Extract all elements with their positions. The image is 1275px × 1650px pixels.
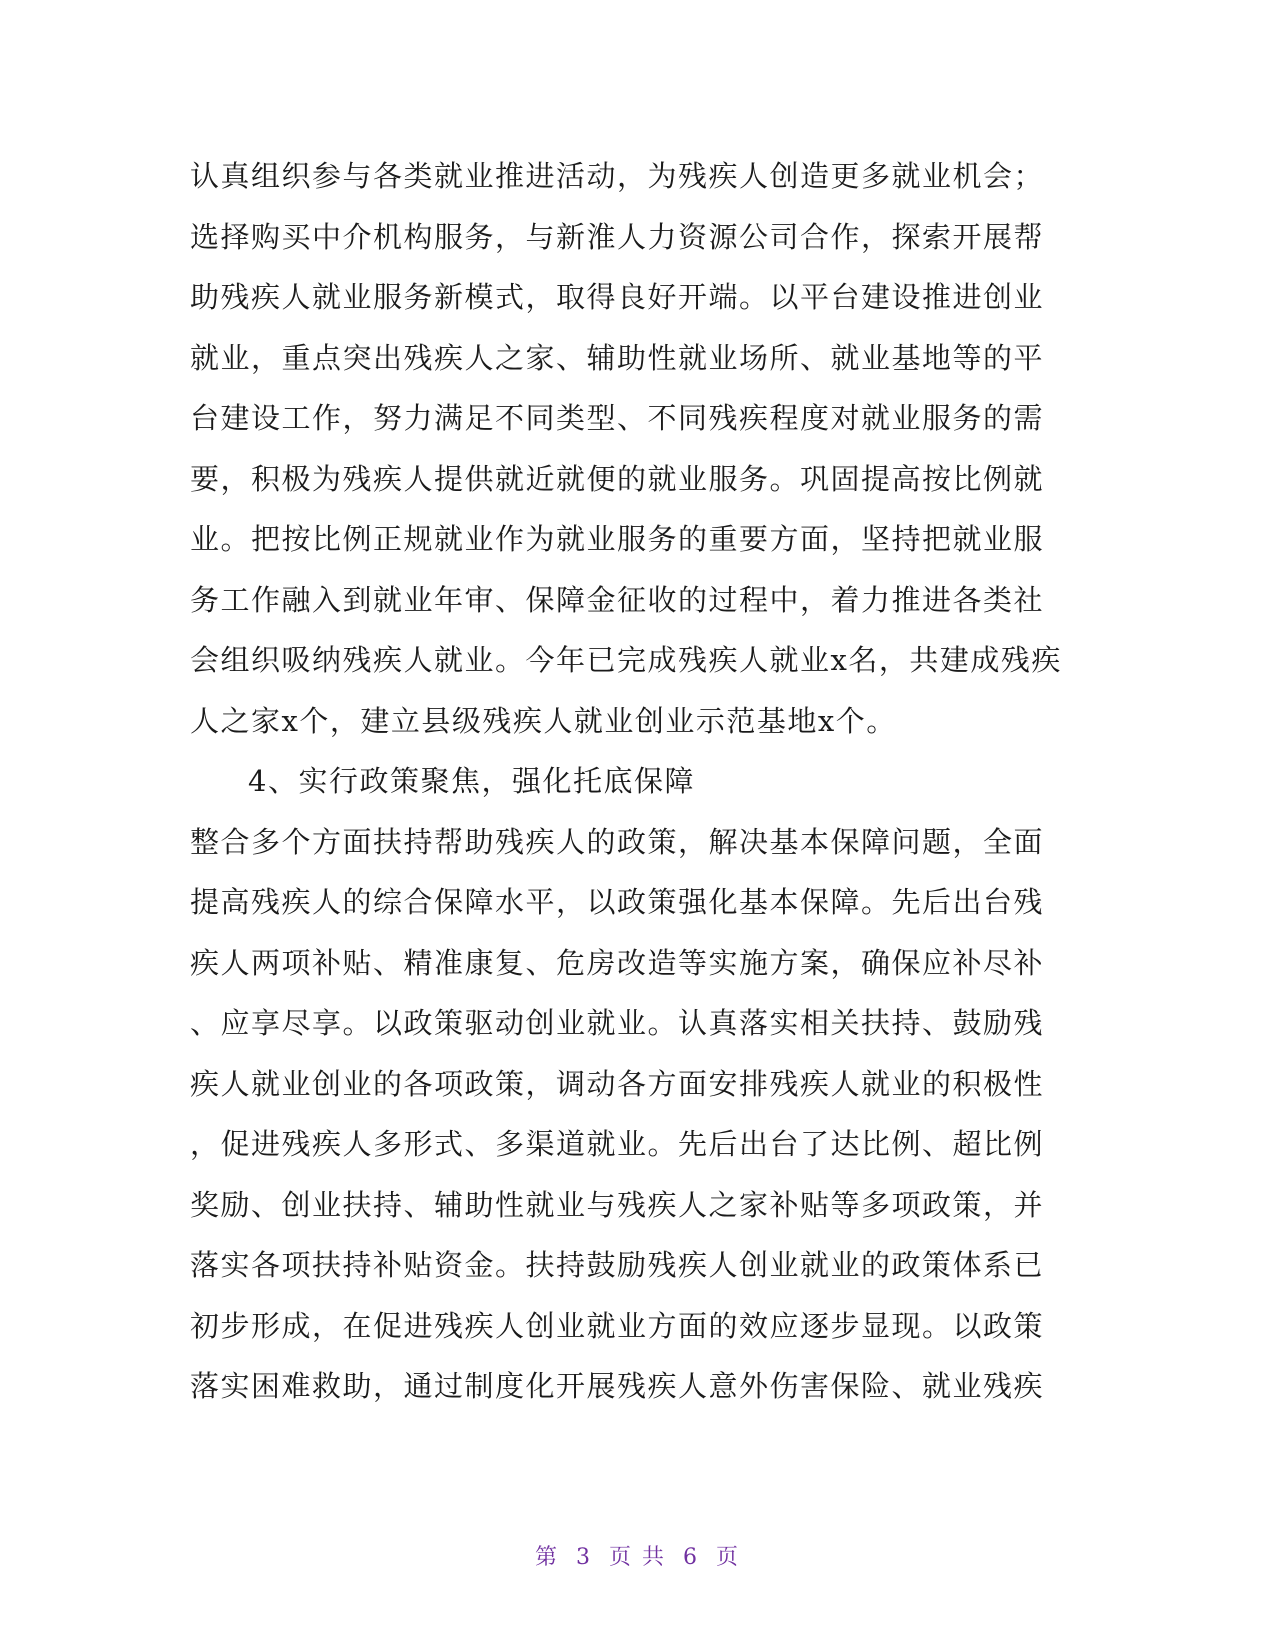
text-line: 落实困难救助，通过制度化开展残疾人意外伤害保险、就业残疾 <box>190 1369 1045 1403</box>
text-line: 疾人两项补贴、精准康复、危房改造等实施方案，确保应补尽补 <box>190 945 1045 980</box>
text-line: 疾人就业创业的各项政策，调动各方面安排残疾人就业的积极性 <box>190 1066 1045 1101</box>
footer-suffix: 页 <box>716 1545 741 1570</box>
text-line: 务工作融入到就业年审、保障金征收的过程中，着力推进各类社 <box>190 582 1045 617</box>
text-line: 落实各项扶持补贴资金。扶持鼓励残疾人创业就业的政策体系已 <box>190 1248 1045 1282</box>
text-line: 、应享尽享。以政策驱动创业就业。认真落实相关扶持、鼓励残 <box>190 1006 1045 1040</box>
document-body <box>190 146 1090 1417</box>
text-line: 人之家x个，建立县级残疾人就业创业示范基地x个。 <box>190 703 897 738</box>
text-line: 奖励、创业扶持、辅助性就业与残疾人之家补贴等多项政策，并 <box>190 1187 1045 1222</box>
text-line: 认真组织参与各类就业推进活动，为残疾人创造更多就业机会； <box>190 159 1045 193</box>
text-line: 整合多个方面扶持帮助残疾人的政策，解决基本保障问题，全面 <box>190 824 1045 859</box>
current-page-number: 3 <box>576 1545 592 1570</box>
paragraph-policy <box>190 812 1090 1417</box>
section-heading: 4、实行政策聚焦，强化托底保障 <box>248 764 695 798</box>
total-pages-number: 6 <box>683 1545 699 1570</box>
page-footer <box>0 1540 1275 1571</box>
footer-prefix: 第 <box>534 1545 559 1570</box>
paragraph-employment <box>190 146 1090 751</box>
text-line: 助残疾人就业服务新模式，取得良好开端。以平台建设推进创业 <box>190 280 1045 314</box>
text-line: 要，积极为残疾人提供就近就便的就业服务。巩固提高按比例就 <box>190 461 1045 496</box>
footer-middle: 页 共 <box>609 1545 666 1570</box>
text-line: 就业，重点突出残疾人之家、辅助性就业场所、就业基地等的平 <box>190 340 1045 375</box>
text-line: 会组织吸纳残疾人就业。今年已完成残疾人就业x名，共建成残疾 <box>190 643 1062 677</box>
text-line: 业。把按比例正规就业作为就业服务的重要方面，坚持把就业服 <box>190 522 1045 556</box>
text-line: 提高残疾人的综合保障水平，以政策强化基本保障。先后出台残 <box>190 885 1045 919</box>
text-line: ，促进残疾人多形式、多渠道就业。先后出台了达比例、超比例 <box>190 1127 1045 1161</box>
text-line: 台建设工作，努力满足不同类型、不同残疾程度对就业服务的需 <box>190 401 1045 435</box>
text-line: 初步形成，在促进残疾人创业就业方面的效应逐步显现。以政策 <box>190 1308 1045 1343</box>
text-line: 选择购买中介机构服务，与新淮人力资源公司合作，探索开展帮 <box>190 219 1045 254</box>
